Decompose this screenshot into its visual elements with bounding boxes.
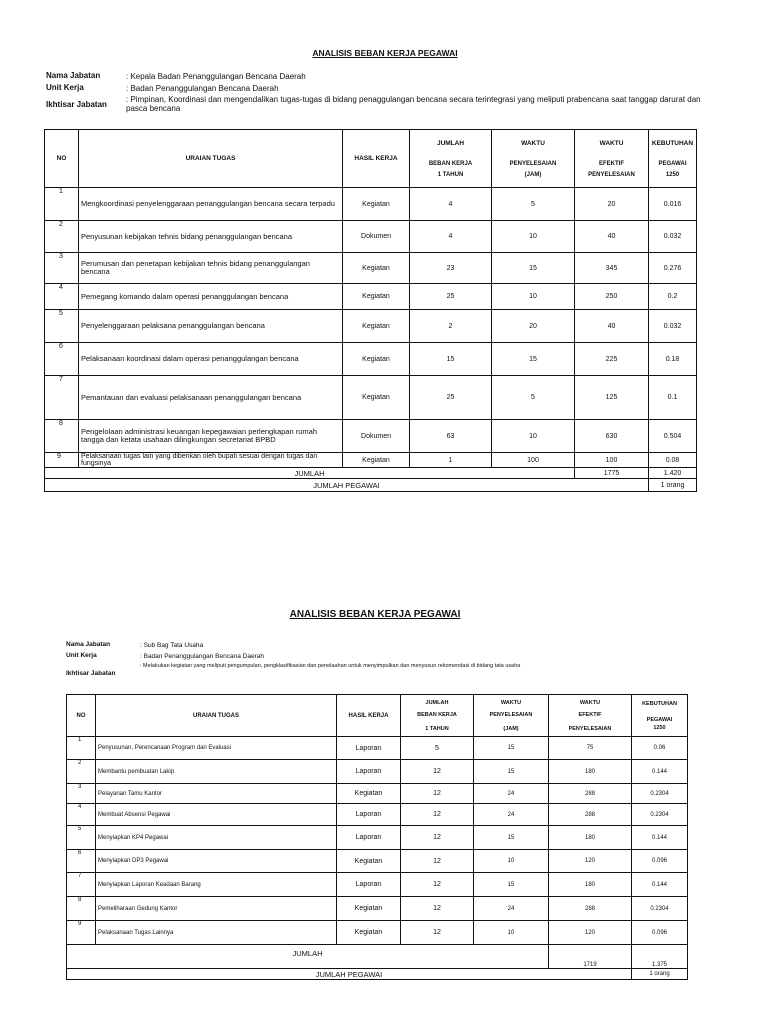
table-row <box>67 897 688 921</box>
row-task: Perumusan dan penetapan kebijakan tehnis bidang penanggulangan bencana <box>79 253 343 284</box>
doc1-value-ikhtisar: : Pimpinan, Koordinasi dan mengendalikan tugas-tugas di bidang penaggulangan bencana secara terintegrasi yang meliputi prabencana saat tanggap darurat dan pasca bencana <box>126 95 701 113</box>
row-task: Mengkoordinasi penyelenggaraan penanggulangan bencana secara terpadu <box>79 188 343 221</box>
row-kebutuhan: 0.144 <box>632 760 688 784</box>
row-task: Membuat Absensi Pegawai <box>96 804 337 826</box>
row-no: 1 <box>45 188 79 221</box>
doc2-header-waktu <box>474 695 549 737</box>
doc1-header-angka: 1250 <box>665 171 680 178</box>
doc2-header-kebutuhan-title: KEBUTUHAN <box>642 700 677 707</box>
row-no: 7 <box>45 376 79 420</box>
row-waktu: 100 <box>492 453 575 468</box>
doc2-jumlah-kebutuhan: 1.375 <box>632 945 688 969</box>
doc1-header-kebutuhan-title: KEBUTUHAN <box>651 139 694 147</box>
row-beban: 4 <box>410 221 492 253</box>
row-waktu: 15 <box>492 253 575 284</box>
row-efektif: 40 <box>575 310 649 343</box>
table-row <box>67 804 688 826</box>
doc2-jumlah-pegawai: 1 orang <box>632 969 688 980</box>
row-efektif: 120 <box>549 850 632 873</box>
doc1-header-pegawai: PEGAWAI <box>658 160 687 167</box>
row-waktu: 15 <box>474 737 549 760</box>
table-row <box>45 284 697 310</box>
row-beban: 12 <box>401 804 474 826</box>
table-row <box>45 420 697 453</box>
table-row <box>45 253 697 284</box>
row-kebutuhan: 0.144 <box>632 826 688 850</box>
doc2-header-jam: (JAM) <box>503 725 519 732</box>
row-efektif: 180 <box>549 760 632 784</box>
doc1-value-nama-jabatan: : Kepala Badan Penanggulangan Bencana Daerah <box>126 72 306 81</box>
row-hasil: Dokumen <box>343 420 410 453</box>
doc1-header-tahun: 1 TAHUN <box>437 171 464 178</box>
row-no: 5 <box>45 310 79 343</box>
doc1-header-jumlah <box>410 130 492 188</box>
row-no: 9 <box>67 921 96 945</box>
table-pegawai-row <box>67 969 688 980</box>
row-waktu: 15 <box>474 873 549 897</box>
row-task: Pemegang komando dalam operasi penanggulangan bencana <box>79 284 343 310</box>
row-efektif: 225 <box>575 343 649 376</box>
doc2-value-ikhtisar: : Melakukan kegiatan yang meliputi pengumpulan, pengklasifikasian dan penelaahan untuk menyimpulkan dan menyusun rekomendasi di bidang tata usaha <box>140 663 521 669</box>
row-hasil: Laporan <box>337 826 401 850</box>
doc1-label-ikhtisar: Ikhtisar Jabatan <box>46 100 107 109</box>
row-beban: 12 <box>401 826 474 850</box>
row-task: Pemantauan dan evaluasi pelaksanaan penanggulangan bencana <box>79 376 343 420</box>
doc1-header-penyelesaian: PENYELESAIAN <box>509 160 557 167</box>
doc2-value-unit-kerja: : Badan Penanggulangan Bencana Daerah <box>140 653 264 660</box>
doc1-header-jam: (JAM) <box>524 171 542 178</box>
row-kebutuhan: 0.2304 <box>632 804 688 826</box>
table-row <box>45 188 697 221</box>
row-efektif: 20 <box>575 188 649 221</box>
row-hasil: Kegiatan <box>343 253 410 284</box>
row-hasil: Laporan <box>337 804 401 826</box>
row-kebutuhan: 0.144 <box>632 873 688 897</box>
row-waktu: 24 <box>474 897 549 921</box>
table-pegawai-row <box>45 479 697 492</box>
row-hasil: Kegiatan <box>337 921 401 945</box>
row-kebutuhan: 0.1 <box>649 376 697 420</box>
row-no: 9 <box>45 453 79 468</box>
row-kebutuhan: 0.504 <box>649 420 697 453</box>
row-beban: 15 <box>410 343 492 376</box>
row-efektif: 180 <box>549 826 632 850</box>
row-kebutuhan: 0.276 <box>649 253 697 284</box>
row-efektif: 180 <box>549 873 632 897</box>
doc2-value-nama-jabatan: : Sub Bag Tata Usaha <box>140 642 204 649</box>
row-kebutuhan: 0.18 <box>649 343 697 376</box>
doc1-header-waktu2-title: WAKTU <box>599 139 624 147</box>
row-efektif: 288 <box>549 784 632 804</box>
row-no: 6 <box>45 343 79 376</box>
row-hasil: Kegiatan <box>343 188 410 221</box>
row-hasil: Laporan <box>337 873 401 897</box>
row-no: 4 <box>67 804 96 826</box>
row-waktu: 5 <box>492 376 575 420</box>
doc1-jumlah-label: JUMLAH <box>45 468 575 479</box>
doc1-jumlah-pegawai-label: JUMLAH PEGAWAI <box>45 479 649 492</box>
row-efektif: 40 <box>575 221 649 253</box>
row-task: Pemeliharaan Gedung Kantor <box>96 897 337 921</box>
row-task: Pelaksanaan Tugas Lainnya <box>96 921 337 945</box>
doc2-header-waktu2-title: WAKTU <box>579 699 601 706</box>
doc1-header-waktu-title: WAKTU <box>521 139 545 147</box>
doc2-header-tahun: 1 TAHUN <box>425 725 449 732</box>
row-task: Penyusunan, Perencanaan Program dan Evaluasi <box>96 737 337 760</box>
row-task: Pengelolaan administrasi keuangan kepegawaian perlengkapan rumah tangga dan ketata usahaan dilingkungan secretariat BPBD <box>79 420 343 453</box>
row-waktu: 24 <box>474 784 549 804</box>
row-hasil: Kegiatan <box>337 897 401 921</box>
row-no: 2 <box>45 221 79 253</box>
row-task: Menyiapkan DP3 Pegawai <box>96 850 337 873</box>
doc2-header-no: NO <box>67 695 96 737</box>
row-hasil: Kegiatan <box>343 310 410 343</box>
doc1-header-jumlah-title: JUMLAH <box>436 139 465 147</box>
row-beban: 12 <box>401 850 474 873</box>
row-hasil: Kegiatan <box>343 376 410 420</box>
row-efektif: 125 <box>575 376 649 420</box>
row-beban: 12 <box>401 921 474 945</box>
doc2-header-waktu-title: WAKTU <box>500 699 522 706</box>
row-beban: 1 <box>410 453 492 468</box>
row-beban: 63 <box>410 420 492 453</box>
doc1-title: ANALISIS BEBAN KERJA PEGAWAI <box>312 48 458 58</box>
doc2-info <box>66 641 626 680</box>
doc2-header-waktu-efektif <box>549 695 632 737</box>
table-row <box>67 760 688 784</box>
row-kebutuhan: 0.06 <box>632 737 688 760</box>
doc2-label-ikhtisar: Ikhtisar Jabatan <box>66 670 116 677</box>
table-row <box>67 873 688 897</box>
doc1-header-beban: BEBAN KERJA <box>428 160 473 167</box>
doc1-header-hasil: HASIL KERJA <box>343 130 410 188</box>
row-waktu: 10 <box>492 221 575 253</box>
doc2-jumlah-efektif: 1719 <box>549 945 632 969</box>
row-waktu: 20 <box>492 310 575 343</box>
row-hasil: Kegiatan <box>343 284 410 310</box>
table-row <box>45 343 697 376</box>
table-total-row <box>45 468 697 479</box>
table-row <box>67 826 688 850</box>
row-task: Menyiapkan KP4 Pegawai <box>96 826 337 850</box>
row-beban: 4 <box>410 188 492 221</box>
row-waktu: 5 <box>492 188 575 221</box>
row-waktu: 15 <box>474 826 549 850</box>
table-row <box>67 921 688 945</box>
doc1-jumlah-efektif: 1775 <box>575 468 649 479</box>
doc2-header-uraian: URAIAN TUGAS <box>96 695 337 737</box>
table-row <box>67 784 688 804</box>
row-hasil: Laporan <box>337 737 401 760</box>
doc1-jumlah-kebutuhan: 1.420 <box>649 468 697 479</box>
row-task: Membantu pembuatan Lakip <box>96 760 337 784</box>
row-kebutuhan: 0.2304 <box>632 784 688 804</box>
doc1-header-no: NO <box>45 130 79 188</box>
row-no: 1 <box>67 737 96 760</box>
row-kebutuhan: 0.2 <box>649 284 697 310</box>
row-waktu: 15 <box>492 343 575 376</box>
row-no: 5 <box>67 826 96 850</box>
row-beban: 25 <box>410 376 492 420</box>
row-efektif: 75 <box>549 737 632 760</box>
doc1-header-efektif: EFEKTIF <box>599 160 624 167</box>
row-hasil: Laporan <box>337 760 401 784</box>
row-hasil: Kegiatan <box>343 343 410 376</box>
doc2-label-nama-jabatan: Nama Jabatan <box>66 641 111 648</box>
row-efektif: 120 <box>549 921 632 945</box>
row-hasil: Kegiatan <box>343 453 410 468</box>
row-no: 2 <box>67 760 96 784</box>
doc2-header-efektif-penyelesaian: PENYELESAIAN <box>568 725 612 732</box>
table-row <box>67 850 688 873</box>
doc1-label-nama-jabatan: Nama Jabatan <box>46 71 101 80</box>
row-waktu: 24 <box>474 804 549 826</box>
row-waktu: 10 <box>492 420 575 453</box>
doc1-header-waktu <box>492 130 575 188</box>
doc2-jumlah-pegawai-label: JUMLAH PEGAWAI <box>67 969 632 980</box>
doc1-header-uraian: URAIAN TUGAS <box>79 130 343 188</box>
doc2-header-hasil: HASIL KERJA <box>337 695 401 737</box>
row-beban: 12 <box>401 897 474 921</box>
doc1-info <box>46 71 726 115</box>
doc1-header-kebutuhan <box>649 130 697 188</box>
row-no: 3 <box>67 784 96 804</box>
row-efektif: 288 <box>549 897 632 921</box>
doc2-header-pegawai: PEGAWAI <box>646 716 673 723</box>
row-kebutuhan: 0.032 <box>649 310 697 343</box>
doc2-header-beban: BEBAN KERJA <box>417 711 457 718</box>
row-no: 8 <box>67 897 96 921</box>
row-beban: 12 <box>401 784 474 804</box>
doc2-header-angka: 1250 <box>653 724 666 731</box>
row-hasil: Kegiatan <box>337 850 401 873</box>
row-no: 8 <box>45 420 79 453</box>
doc1-table <box>44 129 697 492</box>
row-waktu: 10 <box>474 850 549 873</box>
row-no: 6 <box>67 850 96 873</box>
row-beban: 5 <box>401 737 474 760</box>
row-waktu: 10 <box>492 284 575 310</box>
row-efektif: 250 <box>575 284 649 310</box>
row-task: Menyiapkan Laporan Keadaan Barang <box>96 873 337 897</box>
doc2-label-unit-kerja: Unit Kerja <box>66 652 97 659</box>
doc2-header-efektif: EFEKTIF <box>578 711 602 718</box>
row-no: 7 <box>67 873 96 897</box>
doc1-header-efektif-penyelesaian: PENYELESAIAN <box>588 171 635 178</box>
doc2-header-jumlah-title: JUMLAH <box>425 699 449 706</box>
row-kebutuhan: 0.016 <box>649 188 697 221</box>
row-no: 3 <box>45 253 79 284</box>
row-beban: 12 <box>401 760 474 784</box>
row-kebutuhan: 0.2304 <box>632 897 688 921</box>
table-row <box>67 737 688 760</box>
row-no: 4 <box>45 284 79 310</box>
row-waktu: 10 <box>474 921 549 945</box>
row-hasil: Kegiatan <box>337 784 401 804</box>
row-beban: 12 <box>401 873 474 897</box>
row-task: Pelaksanaan koordinasi dalam operasi penanggulangan bencana <box>79 343 343 376</box>
row-beban: 25 <box>410 284 492 310</box>
table-row <box>45 453 697 468</box>
doc2-title: ANALISIS BEBAN KERJA PEGAWAI <box>289 609 461 620</box>
row-beban: 23 <box>410 253 492 284</box>
doc1-jumlah-pegawai: 1 orang <box>649 479 697 492</box>
row-efektif: 288 <box>549 804 632 826</box>
doc1-value-unit-kerja: : Badan Penanggulangan Bencana Daerah <box>126 84 279 93</box>
doc2-header-penyelesaian: PENYELESAIAN <box>489 711 533 718</box>
row-hasil: Dokumen <box>343 221 410 253</box>
table-row <box>45 310 697 343</box>
row-efektif: 345 <box>575 253 649 284</box>
doc1-header-waktu-efektif <box>575 130 649 188</box>
row-task: Penyelenggaraan pelaksana penanggulangan bencana <box>79 310 343 343</box>
doc1-label-unit-kerja: Unit Kerja <box>46 83 84 92</box>
row-kebutuhan: 0.032 <box>649 221 697 253</box>
doc2-header-kebutuhan <box>632 695 688 737</box>
row-task: Pelayanan Tamu Kantor <box>96 784 337 804</box>
doc2-table <box>66 694 688 980</box>
row-kebutuhan: 0.08 <box>649 453 697 468</box>
row-beban: 2 <box>410 310 492 343</box>
row-efektif: 630 <box>575 420 649 453</box>
table-row <box>45 376 697 420</box>
doc2-jumlah-label: JUMLAH <box>67 945 549 969</box>
row-task: Pelaksanaan tugas lain yang diberikan oleh bupati sesuai dengan tugas dan fungsinya <box>79 453 343 468</box>
row-task: Penyusunan kebijakan tehnis bidang penanggulangan bencana <box>79 221 343 253</box>
row-efektif: 100 <box>575 453 649 468</box>
table-total-row <box>67 945 688 969</box>
row-kebutuhan: 0.096 <box>632 850 688 873</box>
doc2-header-jumlah <box>401 695 474 737</box>
row-waktu: 15 <box>474 760 549 784</box>
table-row <box>45 221 697 253</box>
row-kebutuhan: 0.096 <box>632 921 688 945</box>
